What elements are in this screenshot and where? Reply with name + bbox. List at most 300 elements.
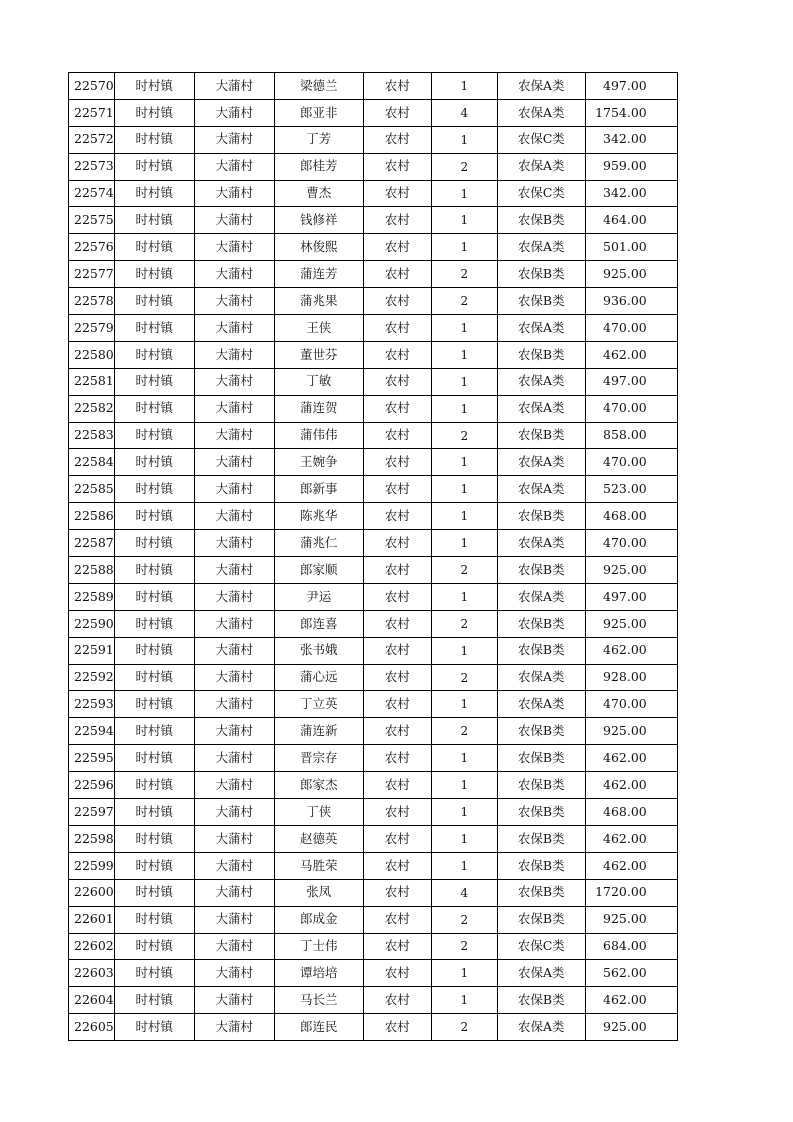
- cell-insurance-category: 农保B类: [497, 906, 585, 933]
- cell-amount: 523.00: [585, 476, 677, 503]
- cell-record-id: 22594: [69, 718, 115, 745]
- cell-household-count: 1: [431, 315, 497, 342]
- cell-area-type: 农村: [363, 73, 431, 100]
- cell-village: 大蒲村: [194, 879, 274, 906]
- cell-name: 郎亚非: [274, 99, 363, 126]
- cell-insurance-category: 农保B类: [497, 879, 585, 906]
- cell-village: 大蒲村: [194, 610, 274, 637]
- cell-record-id: 22598: [69, 825, 115, 852]
- cell-town: 时村镇: [114, 73, 194, 100]
- cell-village: 大蒲村: [194, 745, 274, 772]
- cell-name: 郎桂芳: [274, 153, 363, 180]
- cell-town: 时村镇: [114, 234, 194, 261]
- table-row: [69, 987, 678, 1014]
- cell-household-count: 2: [431, 610, 497, 637]
- cell-insurance-category: 农保B类: [497, 987, 585, 1014]
- cell-amount: 342.00: [585, 180, 677, 207]
- cell-household-count: 1: [431, 73, 497, 100]
- cell-insurance-category: 农保A类: [497, 315, 585, 342]
- cell-village: 大蒲村: [194, 395, 274, 422]
- cell-area-type: 农村: [363, 341, 431, 368]
- cell-village: 大蒲村: [194, 449, 274, 476]
- cell-record-id: 22592: [69, 664, 115, 691]
- cell-name: 丁立英: [274, 691, 363, 718]
- cell-amount: 858.00: [585, 422, 677, 449]
- cell-insurance-category: 农保B类: [497, 718, 585, 745]
- cell-amount: 925.00: [585, 1014, 677, 1041]
- cell-name: 郎成金: [274, 906, 363, 933]
- cell-insurance-category: 农保A类: [497, 1014, 585, 1041]
- cell-name: 王侠: [274, 315, 363, 342]
- cell-insurance-category: 农保B类: [497, 341, 585, 368]
- cell-name: 丁芳: [274, 126, 363, 153]
- cell-amount: 497.00: [585, 73, 677, 100]
- cell-area-type: 农村: [363, 987, 431, 1014]
- cell-town: 时村镇: [114, 960, 194, 987]
- table-row: [69, 664, 678, 691]
- cell-insurance-category: 农保A类: [497, 153, 585, 180]
- cell-area-type: 农村: [363, 207, 431, 234]
- cell-household-count: 2: [431, 288, 497, 315]
- table-row: [69, 852, 678, 879]
- cell-area-type: 农村: [363, 610, 431, 637]
- cell-household-count: 2: [431, 1014, 497, 1041]
- cell-insurance-category: 农保B类: [497, 799, 585, 826]
- cell-insurance-category: 农保A类: [497, 960, 585, 987]
- cell-amount: 925.00: [585, 261, 677, 288]
- cell-record-id: 22570: [69, 73, 115, 100]
- cell-town: 时村镇: [114, 583, 194, 610]
- cell-village: 大蒲村: [194, 207, 274, 234]
- cell-village: 大蒲村: [194, 557, 274, 584]
- cell-record-id: 22579: [69, 315, 115, 342]
- cell-name: 张凤: [274, 879, 363, 906]
- cell-village: 大蒲村: [194, 73, 274, 100]
- cell-village: 大蒲村: [194, 906, 274, 933]
- cell-insurance-category: 农保A类: [497, 476, 585, 503]
- cell-amount: 462.00: [585, 987, 677, 1014]
- cell-town: 时村镇: [114, 449, 194, 476]
- cell-record-id: 22581: [69, 368, 115, 395]
- cell-amount: 925.00: [585, 718, 677, 745]
- cell-area-type: 农村: [363, 745, 431, 772]
- cell-household-count: 1: [431, 852, 497, 879]
- cell-record-id: 22583: [69, 422, 115, 449]
- cell-amount: 925.00: [585, 557, 677, 584]
- cell-record-id: 22603: [69, 960, 115, 987]
- table-row: [69, 207, 678, 234]
- cell-record-id: 22578: [69, 288, 115, 315]
- cell-area-type: 农村: [363, 261, 431, 288]
- cell-insurance-category: 农保B类: [497, 825, 585, 852]
- cell-household-count: 1: [431, 476, 497, 503]
- cell-household-count: 2: [431, 557, 497, 584]
- cell-town: 时村镇: [114, 718, 194, 745]
- table-row: [69, 395, 678, 422]
- cell-insurance-category: 农保A类: [497, 664, 585, 691]
- cell-name: 郎连民: [274, 1014, 363, 1041]
- cell-town: 时村镇: [114, 987, 194, 1014]
- cell-name: 蒲连新: [274, 718, 363, 745]
- table-row: [69, 422, 678, 449]
- table-row: [69, 126, 678, 153]
- cell-name: 蒲连芳: [274, 261, 363, 288]
- cell-village: 大蒲村: [194, 852, 274, 879]
- cell-insurance-category: 农保A类: [497, 99, 585, 126]
- cell-record-id: 22589: [69, 583, 115, 610]
- cell-town: 时村镇: [114, 261, 194, 288]
- cell-amount: 470.00: [585, 395, 677, 422]
- data-table: [68, 72, 678, 1041]
- cell-area-type: 农村: [363, 1014, 431, 1041]
- cell-town: 时村镇: [114, 288, 194, 315]
- cell-village: 大蒲村: [194, 637, 274, 664]
- cell-name: 王婉争: [274, 449, 363, 476]
- table-row: [69, 476, 678, 503]
- cell-household-count: 4: [431, 99, 497, 126]
- cell-area-type: 农村: [363, 637, 431, 664]
- cell-insurance-category: 农保B类: [497, 422, 585, 449]
- cell-household-count: 1: [431, 503, 497, 530]
- table-row: [69, 234, 678, 261]
- cell-amount: 470.00: [585, 449, 677, 476]
- cell-town: 时村镇: [114, 180, 194, 207]
- cell-area-type: 农村: [363, 799, 431, 826]
- cell-village: 大蒲村: [194, 422, 274, 449]
- table-row: [69, 503, 678, 530]
- cell-village: 大蒲村: [194, 180, 274, 207]
- cell-insurance-category: 农保B类: [497, 637, 585, 664]
- cell-record-id: 22600: [69, 879, 115, 906]
- cell-village: 大蒲村: [194, 530, 274, 557]
- cell-amount: 464.00: [585, 207, 677, 234]
- cell-area-type: 农村: [363, 825, 431, 852]
- cell-insurance-category: 农保C类: [497, 180, 585, 207]
- cell-household-count: 2: [431, 718, 497, 745]
- cell-insurance-category: 农保B类: [497, 207, 585, 234]
- cell-record-id: 22585: [69, 476, 115, 503]
- cell-area-type: 农村: [363, 772, 431, 799]
- cell-household-count: 2: [431, 153, 497, 180]
- cell-town: 时村镇: [114, 799, 194, 826]
- cell-household-count: 1: [431, 234, 497, 261]
- table-row: [69, 180, 678, 207]
- table-row: [69, 153, 678, 180]
- cell-town: 时村镇: [114, 637, 194, 664]
- table-row: [69, 583, 678, 610]
- cell-household-count: 2: [431, 933, 497, 960]
- cell-area-type: 农村: [363, 422, 431, 449]
- cell-record-id: 22599: [69, 852, 115, 879]
- cell-area-type: 农村: [363, 664, 431, 691]
- table-row: [69, 261, 678, 288]
- cell-village: 大蒲村: [194, 234, 274, 261]
- cell-name: 马长兰: [274, 987, 363, 1014]
- cell-insurance-category: 农保A类: [497, 530, 585, 557]
- cell-amount: 462.00: [585, 852, 677, 879]
- cell-household-count: 1: [431, 395, 497, 422]
- cell-household-count: 1: [431, 368, 497, 395]
- table-row: [69, 960, 678, 987]
- cell-insurance-category: 农保A类: [497, 73, 585, 100]
- cell-household-count: 1: [431, 180, 497, 207]
- cell-village: 大蒲村: [194, 503, 274, 530]
- cell-name: 钱修祥: [274, 207, 363, 234]
- cell-record-id: 22582: [69, 395, 115, 422]
- cell-household-count: 1: [431, 960, 497, 987]
- cell-amount: 470.00: [585, 691, 677, 718]
- cell-town: 时村镇: [114, 852, 194, 879]
- cell-village: 大蒲村: [194, 691, 274, 718]
- cell-record-id: 22584: [69, 449, 115, 476]
- cell-village: 大蒲村: [194, 799, 274, 826]
- cell-household-count: 2: [431, 664, 497, 691]
- cell-village: 大蒲村: [194, 368, 274, 395]
- table-row: [69, 99, 678, 126]
- cell-amount: 468.00: [585, 503, 677, 530]
- cell-town: 时村镇: [114, 557, 194, 584]
- cell-town: 时村镇: [114, 933, 194, 960]
- table-row: [69, 368, 678, 395]
- cell-insurance-category: 农保A类: [497, 368, 585, 395]
- cell-village: 大蒲村: [194, 987, 274, 1014]
- cell-record-id: 22593: [69, 691, 115, 718]
- cell-area-type: 农村: [363, 879, 431, 906]
- cell-area-type: 农村: [363, 906, 431, 933]
- cell-village: 大蒲村: [194, 1014, 274, 1041]
- cell-town: 时村镇: [114, 422, 194, 449]
- cell-amount: 462.00: [585, 825, 677, 852]
- cell-name: 梁德兰: [274, 73, 363, 100]
- cell-area-type: 农村: [363, 395, 431, 422]
- cell-town: 时村镇: [114, 341, 194, 368]
- cell-area-type: 农村: [363, 718, 431, 745]
- cell-village: 大蒲村: [194, 99, 274, 126]
- cell-household-count: 1: [431, 691, 497, 718]
- cell-area-type: 农村: [363, 99, 431, 126]
- cell-town: 时村镇: [114, 207, 194, 234]
- table-row: [69, 341, 678, 368]
- cell-town: 时村镇: [114, 153, 194, 180]
- cell-household-count: 1: [431, 449, 497, 476]
- cell-area-type: 农村: [363, 933, 431, 960]
- cell-record-id: 22597: [69, 799, 115, 826]
- cell-record-id: 22586: [69, 503, 115, 530]
- cell-village: 大蒲村: [194, 772, 274, 799]
- cell-household-count: 1: [431, 207, 497, 234]
- cell-record-id: 22573: [69, 153, 115, 180]
- cell-amount: 959.00: [585, 153, 677, 180]
- cell-name: 马胜荣: [274, 852, 363, 879]
- table-row: [69, 73, 678, 100]
- cell-household-count: 1: [431, 583, 497, 610]
- cell-town: 时村镇: [114, 610, 194, 637]
- cell-town: 时村镇: [114, 126, 194, 153]
- cell-town: 时村镇: [114, 825, 194, 852]
- cell-insurance-category: 农保B类: [497, 745, 585, 772]
- cell-town: 时村镇: [114, 395, 194, 422]
- cell-amount: 462.00: [585, 745, 677, 772]
- cell-household-count: 1: [431, 799, 497, 826]
- cell-record-id: 22571: [69, 99, 115, 126]
- table-row: [69, 1014, 678, 1041]
- cell-area-type: 农村: [363, 180, 431, 207]
- cell-amount: 462.00: [585, 341, 677, 368]
- cell-town: 时村镇: [114, 1014, 194, 1041]
- cell-amount: 925.00: [585, 610, 677, 637]
- cell-amount: 1754.00: [585, 99, 677, 126]
- cell-town: 时村镇: [114, 503, 194, 530]
- cell-name: 蒲连贺: [274, 395, 363, 422]
- cell-name: 张书娥: [274, 637, 363, 664]
- cell-name: 郎连喜: [274, 610, 363, 637]
- cell-name: 谭培培: [274, 960, 363, 987]
- cell-town: 时村镇: [114, 368, 194, 395]
- cell-village: 大蒲村: [194, 315, 274, 342]
- table-row: [69, 933, 678, 960]
- table-row: [69, 691, 678, 718]
- cell-area-type: 农村: [363, 315, 431, 342]
- cell-insurance-category: 农保B类: [497, 288, 585, 315]
- cell-insurance-category: 农保A类: [497, 395, 585, 422]
- cell-insurance-category: 农保C类: [497, 933, 585, 960]
- cell-name: 丁士伟: [274, 933, 363, 960]
- cell-insurance-category: 农保A类: [497, 583, 585, 610]
- cell-insurance-category: 农保B类: [497, 852, 585, 879]
- cell-amount: 470.00: [585, 315, 677, 342]
- cell-town: 时村镇: [114, 530, 194, 557]
- cell-household-count: 2: [431, 422, 497, 449]
- table-row: [69, 557, 678, 584]
- cell-area-type: 农村: [363, 368, 431, 395]
- cell-insurance-category: 农保B类: [497, 772, 585, 799]
- cell-village: 大蒲村: [194, 153, 274, 180]
- cell-amount: 936.00: [585, 288, 677, 315]
- cell-area-type: 农村: [363, 557, 431, 584]
- cell-insurance-category: 农保A类: [497, 234, 585, 261]
- cell-area-type: 农村: [363, 530, 431, 557]
- cell-name: 蒲心远: [274, 664, 363, 691]
- cell-amount: 342.00: [585, 126, 677, 153]
- table-row: [69, 745, 678, 772]
- cell-insurance-category: 农保C类: [497, 126, 585, 153]
- cell-name: 陈兆华: [274, 503, 363, 530]
- cell-area-type: 农村: [363, 449, 431, 476]
- cell-amount: 470.00: [585, 530, 677, 557]
- cell-name: 赵德英: [274, 825, 363, 852]
- cell-name: 丁敏: [274, 368, 363, 395]
- cell-insurance-category: 农保B类: [497, 557, 585, 584]
- cell-record-id: 22574: [69, 180, 115, 207]
- cell-village: 大蒲村: [194, 718, 274, 745]
- cell-town: 时村镇: [114, 879, 194, 906]
- cell-record-id: 22577: [69, 261, 115, 288]
- cell-record-id: 22575: [69, 207, 115, 234]
- cell-area-type: 农村: [363, 288, 431, 315]
- cell-household-count: 1: [431, 772, 497, 799]
- cell-name: 郎家顺: [274, 557, 363, 584]
- cell-name: 蒲兆果: [274, 288, 363, 315]
- cell-area-type: 农村: [363, 691, 431, 718]
- table-row: [69, 637, 678, 664]
- cell-name: 蒲伟伟: [274, 422, 363, 449]
- cell-insurance-category: 农保A类: [497, 691, 585, 718]
- cell-household-count: 1: [431, 825, 497, 852]
- cell-town: 时村镇: [114, 772, 194, 799]
- cell-record-id: 22587: [69, 530, 115, 557]
- cell-amount: 501.00: [585, 234, 677, 261]
- cell-record-id: 22605: [69, 1014, 115, 1041]
- table-row: [69, 315, 678, 342]
- cell-amount: 925.00: [585, 906, 677, 933]
- table-row: [69, 610, 678, 637]
- table-row: [69, 825, 678, 852]
- table-row: [69, 530, 678, 557]
- cell-household-count: 4: [431, 879, 497, 906]
- cell-name: 林俊熙: [274, 234, 363, 261]
- cell-record-id: 22602: [69, 933, 115, 960]
- cell-village: 大蒲村: [194, 126, 274, 153]
- table-row: [69, 449, 678, 476]
- cell-name: 晋宗存: [274, 745, 363, 772]
- cell-record-id: 22596: [69, 772, 115, 799]
- cell-insurance-category: 农保B类: [497, 503, 585, 530]
- table-row: [69, 718, 678, 745]
- cell-town: 时村镇: [114, 691, 194, 718]
- cell-town: 时村镇: [114, 664, 194, 691]
- cell-name: 曹杰: [274, 180, 363, 207]
- cell-amount: 462.00: [585, 772, 677, 799]
- cell-town: 时村镇: [114, 99, 194, 126]
- cell-amount: 468.00: [585, 799, 677, 826]
- cell-town: 时村镇: [114, 315, 194, 342]
- cell-record-id: 22572: [69, 126, 115, 153]
- cell-amount: 562.00: [585, 960, 677, 987]
- cell-town: 时村镇: [114, 476, 194, 503]
- cell-town: 时村镇: [114, 745, 194, 772]
- cell-household-count: 1: [431, 987, 497, 1014]
- cell-village: 大蒲村: [194, 583, 274, 610]
- cell-village: 大蒲村: [194, 341, 274, 368]
- table-row: [69, 879, 678, 906]
- cell-village: 大蒲村: [194, 261, 274, 288]
- table-row: [69, 799, 678, 826]
- cell-household-count: 2: [431, 261, 497, 288]
- table-row: [69, 772, 678, 799]
- cell-area-type: 农村: [363, 476, 431, 503]
- cell-area-type: 农村: [363, 503, 431, 530]
- cell-name: 蒲兆仁: [274, 530, 363, 557]
- cell-amount: 684.00: [585, 933, 677, 960]
- cell-record-id: 22590: [69, 610, 115, 637]
- cell-record-id: 22588: [69, 557, 115, 584]
- cell-village: 大蒲村: [194, 664, 274, 691]
- cell-household-count: 1: [431, 637, 497, 664]
- cell-insurance-category: 农保B类: [497, 261, 585, 288]
- cell-record-id: 22601: [69, 906, 115, 933]
- cell-amount: 497.00: [585, 583, 677, 610]
- table-row: [69, 288, 678, 315]
- cell-village: 大蒲村: [194, 933, 274, 960]
- cell-household-count: 1: [431, 341, 497, 368]
- cell-town: 时村镇: [114, 906, 194, 933]
- cell-name: 尹运: [274, 583, 363, 610]
- cell-amount: 1720.00: [585, 879, 677, 906]
- cell-area-type: 农村: [363, 960, 431, 987]
- cell-area-type: 农村: [363, 234, 431, 261]
- cell-household-count: 1: [431, 126, 497, 153]
- cell-insurance-category: 农保B类: [497, 610, 585, 637]
